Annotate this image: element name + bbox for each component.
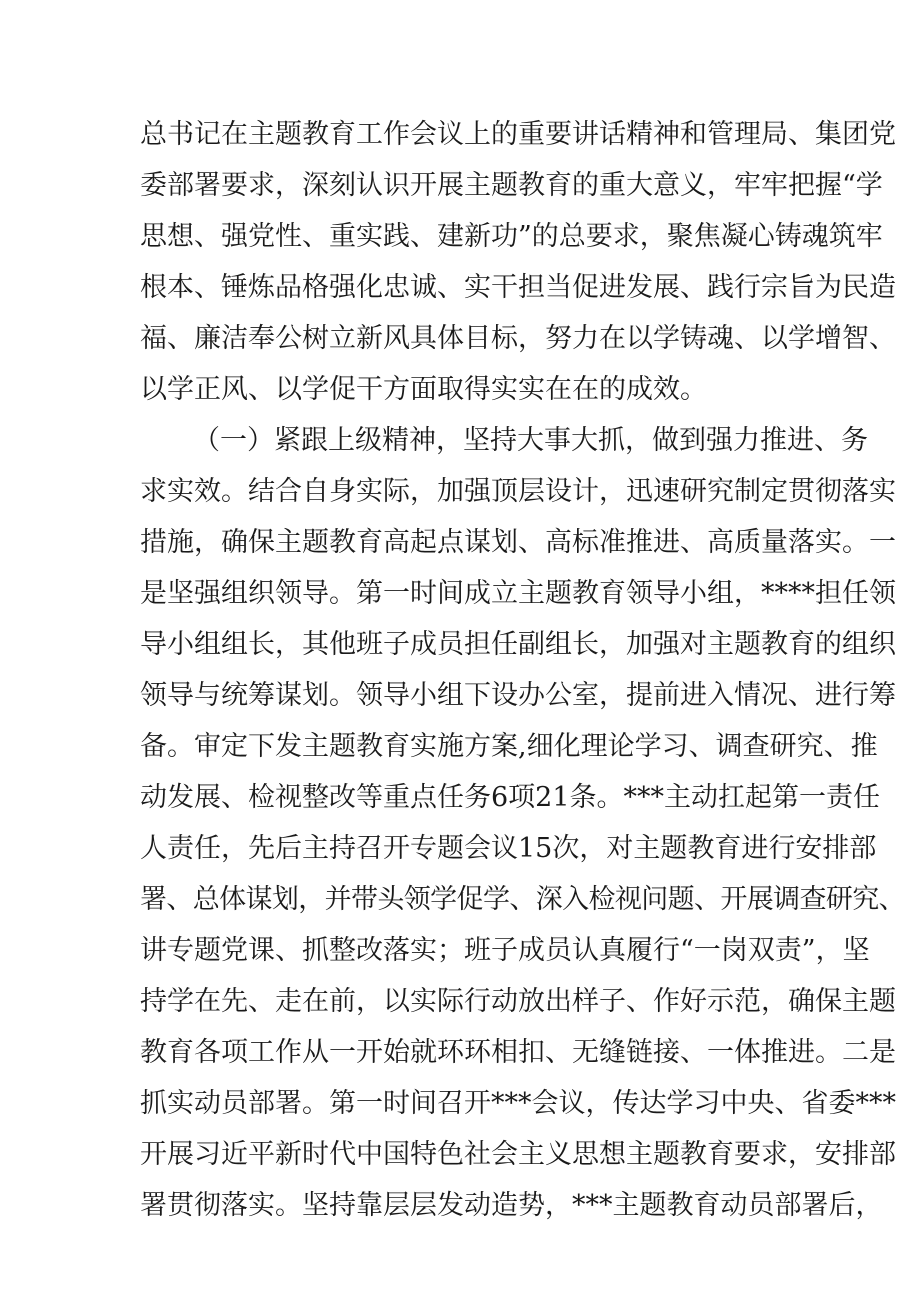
section-heading-line: （一）紧跟上级精神，坚持大事大抓，做到强力推进、务: [193, 425, 868, 456]
text-line: 委部署要求，深刻认识开展主题教育的重大意义，牢牢把握“学: [140, 170, 883, 201]
text-line: 人责任，先后主持召开专题会议15次，对主题教育进行安排部: [140, 833, 877, 864]
text-line: 领导与统筹谋划。领导小组下设办公室，提前进入情况、进行筹: [140, 680, 896, 711]
text-line: 措施，确保主题教育高起点谋划、高标准推进、高质量落实。一: [140, 527, 896, 558]
text-line: 导小组组长，其他班子成员担任副组长，加强对主题教育的组织: [140, 629, 896, 660]
text-line: 以学正风、以学促干方面取得实实在在的成效。: [140, 374, 707, 405]
text-line: 持学在先、走在前，以实际行动放出样子、作好示范，确保主题: [140, 986, 896, 1017]
text-line: 根本、锤炼品格强化忠诚、实干担当促进发展、践行宗旨为民造: [140, 272, 896, 303]
text-line: 总书记在主题教育工作会议上的重要讲话精神和管理局、集团党: [140, 119, 896, 150]
text-line: 思想、强党性、重实践、建新功”的总要求，聚焦凝心铸魂筑牢: [140, 221, 883, 252]
text-line: 是坚强组织领导。第一时间成立主题教育领导小组，****担任领: [140, 578, 896, 609]
text-line: 教育各项工作从一开始就环环相扣、无缝链接、一体推进。二是: [140, 1037, 896, 1068]
text-line: 讲专题党课、抓整改落实；班子成员认真履行“一岗双责”，坚: [140, 935, 870, 966]
text-line: 抓实动员部署。第一时间召开***会议，传达学习中央、省委***: [140, 1088, 896, 1119]
text-line: 备。审定下发主题教育实施方案,细化理论学习、调查研究、推: [140, 731, 878, 762]
text-line: 求实效。结合自身实际，加强顶层设计，迅速研究制定贯彻落实: [140, 476, 896, 507]
text-line: 署贯彻落实。坚持靠层层发动造势，***主题教育动员部署后，: [140, 1190, 883, 1221]
text-line: 开展习近平新时代中国特色社会主义思想主题教育要求，安排部: [140, 1139, 896, 1170]
text-line: 福、廉洁奉公树立新风具体目标，努力在以学铸魂、以学增智、: [140, 323, 896, 354]
text-line: 署、总体谋划，并带头领学促学、深入检视问题、开展调查研究、: [140, 884, 906, 915]
text-line: 动发展、检视整改等重点任务6项21条。***主动扛起第一责任: [140, 782, 881, 813]
